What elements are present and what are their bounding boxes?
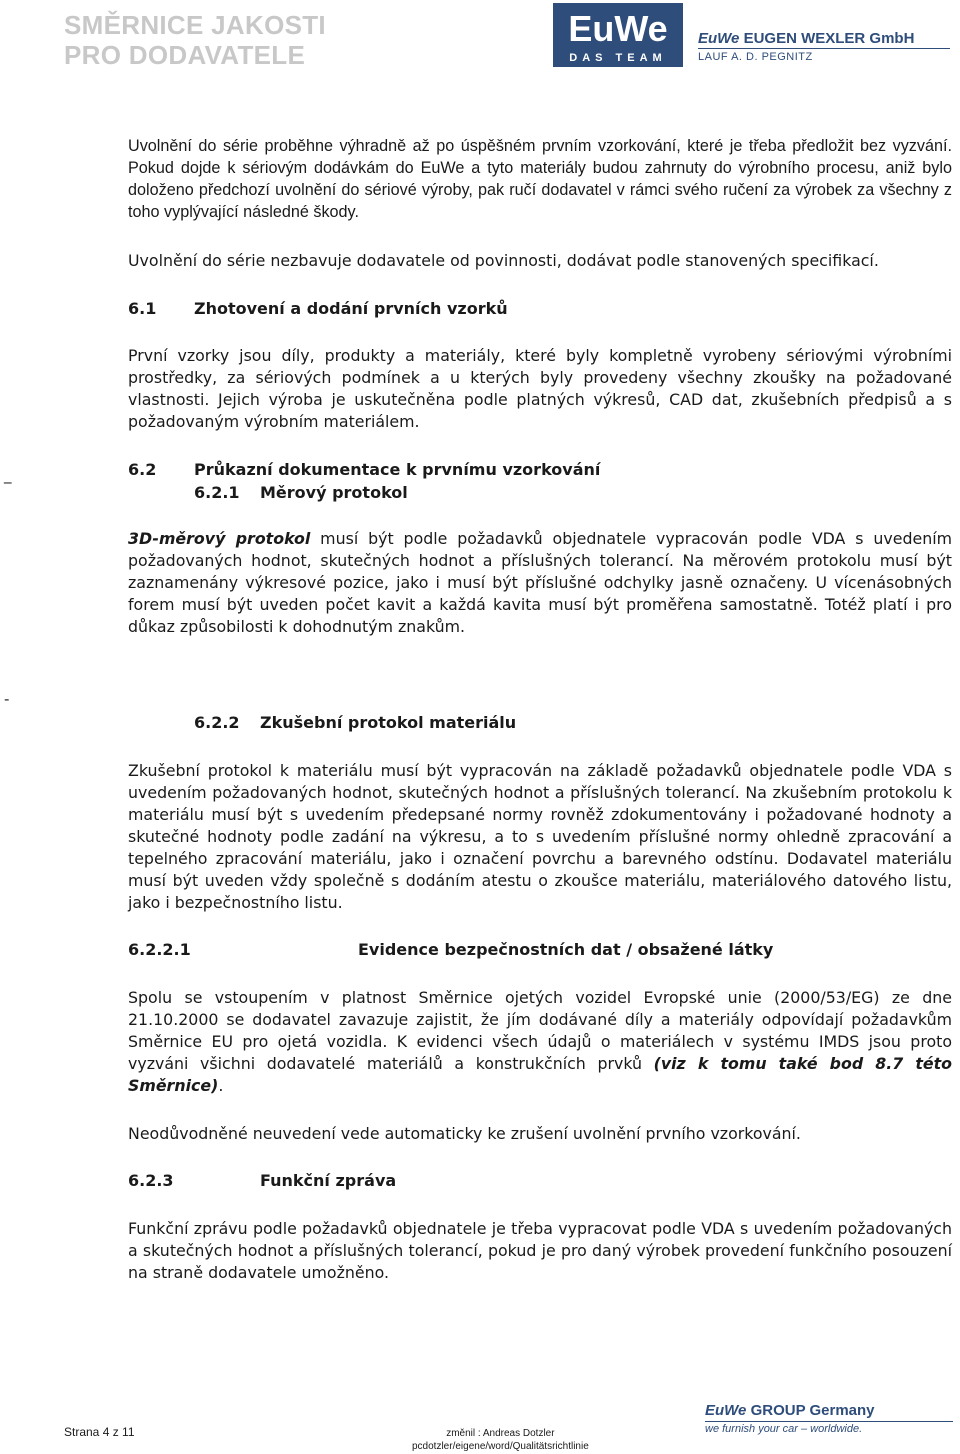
section-6-2-1-number: 6.2.1 [194, 483, 240, 502]
emphasis-reference: (viz k tomu také bod 8.7 této Směrnice) [128, 1054, 952, 1095]
paragraph-measurement-protocol [128, 528, 952, 638]
paragraph-measurement-protocol-text: musí být podle požadavků objednatele vypracován podle VDA s uvedením požadovaných hodnot, skutečných hodnot a příslušných tolerancí. Na měrovém protokolu musí být zaznamenány výkresové pozice, jako i musí být příslušné odchylky jasně označeny. U vícenásobných forem musí být uveden počet kavit a každá kavita musí být proměřena samostatně. Totéž platí i pro důkaz způsobilosti k dohodnutým znakům. [128, 529, 952, 636]
group-name-prefix: EuWe [705, 1402, 747, 1419]
euwe-logo-graphic [553, 3, 683, 67]
footer-info [412, 1427, 589, 1453]
group-tagline: we furnish your car – worldwide. [705, 1423, 863, 1435]
footer-changed-by: změnil : Andreas Dotzler [446, 1428, 555, 1439]
logo-text: EuWe [568, 8, 668, 49]
paragraph-release-note: Uvolnění do série nezbavuje dodavatele od povinnosti, dodávat podle stanovených specifikací. [128, 251, 879, 270]
emphasis-3d-protocol: 3D-měrový protokol [128, 529, 311, 548]
paragraph-imds-text: Spolu se vstoupením v platnost Směrnice ojetých vozidel Evropské unie (2000/53/EG) ze dne 21.10.2000 se dodavatel zavazuje zajistit, že jím dodávané díly a materiály odpovídají požadavkům Směrnice EU pro ojetá vozidla. K evidenci všech údajů o materiálech v systému IMDS jsou proto vyzváni všichni dodavatelé materiálů a konstrukčních prvků [128, 988, 952, 1073]
section-6-2-2-1-title: Evidence bezpečnostních dat / obsažené látky [358, 940, 774, 959]
footer-file-path: pcdotzler/eigene/word/Qualitätsrichtlinie [412, 1441, 589, 1452]
paragraph-first-samples: První vzorky jsou díly, produkty a materiály, které byly kompletně vyrobeny sériovými výrobními prostředky, za sériových podmínek a u kterých byly provedeny všechny zkoušky na požadované vlastnosti. Jejich výroba je uskutečněna podle platných výkresů, CAD dat, zkušebních předpisů a s požadovaným výrobním materiálem. [128, 346, 952, 431]
paragraph-release: Uvolnění do série proběhne výhradně až po úspěšném prvním vzorkování, které je třeba předložit bez vyzvání. Pokud dojde k sériovým dodávkám do EuWe a tyto materiály budou zahrnuty do výrobního procesu, aniž bylo doloženo předchozí uvolnění do sériové výroby, pak ručí dodavatel v rámci svého ručení za výrobek za všechny z toho vyplývající následné škody. [128, 137, 952, 221]
section-6-2-2-title: Zkušební protokol materiálu [260, 713, 517, 732]
document-title-line-2: PRO DODAVATELE [64, 40, 306, 70]
document-title [64, 10, 326, 70]
company-divider [698, 48, 950, 49]
paragraph-function-report: Funkční zprávu podle požadavků objednatele je třeba vypracovat podle VDA s uvedením požadovaných a skutečných hodnot a příslušných tolerancí, pokud je pro daný výrobek provedení funkčního posouzení na straně dodavatele umožněno. [128, 1219, 952, 1282]
margin-mark-dash: - [4, 690, 10, 708]
section-6-2-2-1-number: 6.2.2.1 [128, 940, 191, 959]
section-6-2-number: 6.2 [128, 460, 157, 479]
section-6-1-title: Zhotovení a dodání prvních vzorků [194, 299, 508, 318]
group-name [705, 1402, 875, 1419]
section-6-2-3-title: Funkční zpráva [260, 1171, 397, 1190]
paragraph-material-protocol: Zkušební protokol k materiálu musí být vypracován na základě požadavků objednatele podle VDA s uvedením požadovaných hodnot, skutečných hodnot a příslušných tolerancí. Na zkušebním protokolu k materiálu musí být s uvedením předepsané normy rovněž zdokumentovány i požadované hodnoty a skutečné hodnoty podle zadání na výkresu, a to s uvedením příslušné normy ohledně zpracování a tepelného zpracování materiálu, jako i označení povrchu a barevného odstínu. Dodavatel materiálu musí být uveden vždy společně s dodáním atestu o zkoušce materiálu, materiálového datového listu, jako i bezpečnostního listu. [128, 761, 952, 912]
section-6-1-number: 6.1 [128, 299, 157, 318]
company-name-prefix: EuWe [698, 30, 740, 47]
section-6-2-2-number: 6.2.2 [194, 713, 240, 732]
page-number: Strana 4 z 11 [64, 1425, 135, 1439]
paragraph-imds [128, 987, 952, 1097]
company-name [698, 30, 914, 47]
margin-mark: _ [4, 466, 12, 484]
section-6-2-title: Průkazní dokumentace k prvnímu vzorkování [194, 460, 601, 479]
company-name-rest: EUGEN WEXLER GmbH [739, 30, 915, 47]
paragraph-cancellation: Neodůvodněné neuvedení vede automaticky ke zrušení uvolnění prvního vzorkování. [128, 1124, 801, 1143]
section-6-2-3-number: 6.2.3 [128, 1171, 174, 1190]
group-name-rest: GROUP Germany [746, 1402, 875, 1419]
company-location: LAUF A. D. PEGNITZ [698, 51, 813, 63]
document-title-line-1: SMĚRNICE JAKOSTI [64, 10, 326, 40]
logo-subtext: DAS TEAM [569, 52, 667, 64]
paragraph-imds-end: . [218, 1076, 224, 1095]
section-6-2-1-title: Měrový protokol [260, 483, 408, 502]
group-divider [705, 1421, 953, 1422]
euwe-logo [553, 3, 683, 67]
